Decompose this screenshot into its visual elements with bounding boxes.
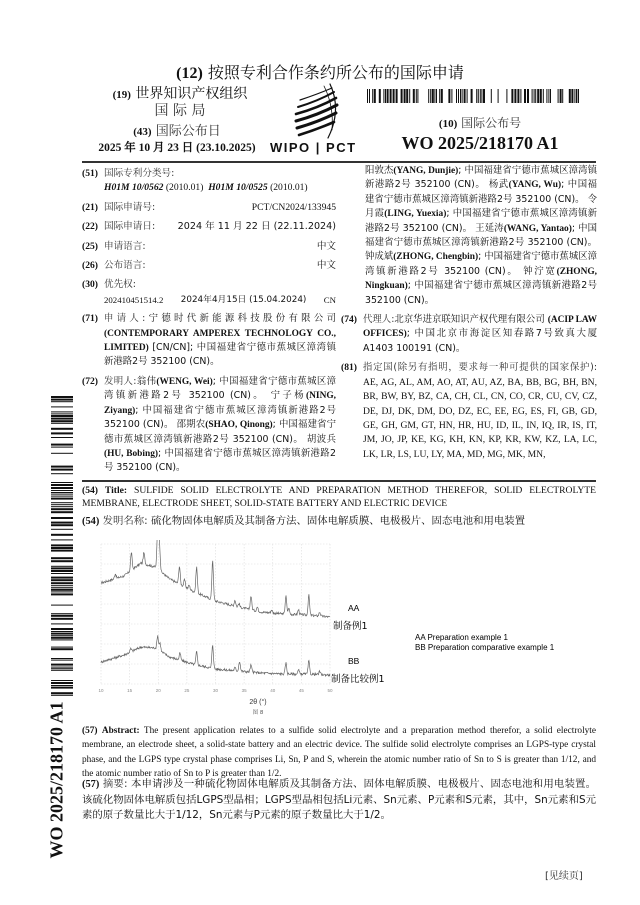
pub-no-code: (10)	[438, 118, 458, 130]
field-code: (81)	[341, 362, 357, 374]
barcode-bar	[51, 484, 73, 486]
field-label: 发明人:	[104, 375, 137, 387]
barcode-bar	[491, 89, 492, 103]
barcode-bar	[51, 668, 73, 669]
inventor-name-en: (LING, Yuexia)	[384, 209, 447, 220]
barcode-bar	[51, 680, 73, 681]
barcode-bar	[406, 89, 408, 103]
applicant-address: [CN/CN]; 中国福建省宁德市蕉城区漳湾镇新港路2号 352100 (CN)。	[104, 342, 336, 368]
field-inventors	[82, 375, 336, 476]
barcode-bar	[51, 411, 73, 412]
agent-address: ; 中国北京市海淀区知春路7号致真大厦A1403 100191 (CN)。	[363, 328, 597, 354]
barcode-bar	[51, 418, 73, 420]
inventor-address: ; 中国福建省宁德市蕉城区漳湾镇新港路2号 352100 (CN)。	[365, 280, 597, 306]
barcode-bar	[51, 482, 73, 483]
barcode-bar	[51, 667, 73, 668]
pub-date-value: 2025 年 10 月 23 日 (23.10.2025)	[98, 142, 256, 154]
barcode-bar	[51, 577, 73, 579]
abstract-label: 摘要:	[102, 778, 128, 790]
x-tick-label: 10	[98, 688, 104, 693]
inventor-address: ; 中国福建省宁德市蕉城区漳湾镇新港路2号 352100 (CN)。	[365, 165, 597, 191]
xrd-chart	[90, 540, 600, 720]
ipc-version: (2010.01)	[165, 182, 204, 194]
barcode-bar	[51, 401, 73, 402]
abstract-code: (57)	[82, 726, 98, 736]
continued-page-note: [见续页]	[545, 871, 583, 882]
field-ipc	[82, 167, 336, 196]
priority-country: CN	[323, 294, 336, 305]
barcode-bar	[51, 692, 73, 694]
field-label: 代理人:	[363, 314, 395, 326]
title-en	[82, 484, 596, 510]
barcode-bar	[546, 89, 547, 103]
barcode-bar	[430, 89, 431, 103]
field-filing-language	[82, 240, 336, 254]
barcode-bar	[393, 89, 395, 103]
inventor-name-cn: 杨武	[488, 179, 509, 191]
barcode-bar	[511, 89, 513, 103]
x-tick-label: 25	[184, 688, 190, 693]
barcode-bar	[51, 399, 73, 401]
org-bureau: 国 际 局	[154, 103, 206, 119]
barcode-bar	[401, 89, 403, 103]
side-barcode-graphic	[51, 396, 73, 696]
barcode-bar	[51, 695, 73, 696]
series-label-bb: BB	[348, 656, 360, 666]
pub-date-label: 国际公布日	[155, 124, 221, 139]
barcode-bar	[51, 670, 73, 671]
inventor-name-cn: 钟成斌	[365, 251, 394, 263]
inventor-address: ; 中国福建省宁德市蕉城区漳湾镇新港路2号 352100 (CN)。	[365, 179, 597, 205]
barcode-bar	[51, 544, 73, 546]
org-code: (19)	[112, 89, 131, 101]
barcode-bar	[576, 89, 577, 103]
barcode-bar	[379, 89, 381, 103]
publication-number-block	[380, 114, 580, 154]
barcode-bar	[51, 539, 73, 540]
legend-note-aa: AA Preparation example 1	[415, 633, 508, 642]
inventor-name-en: (SHAO, Qinong)	[205, 420, 273, 431]
barcode-bar	[51, 631, 73, 632]
field-code: (74)	[341, 314, 357, 326]
inventor-name-cn: 钟泞宽	[523, 265, 557, 277]
field-code: (26)	[82, 260, 98, 272]
barcode-bar	[51, 504, 73, 505]
field-label: 公布语言:	[104, 260, 146, 272]
barcode-bar	[51, 534, 73, 536]
barcode-bar	[578, 89, 579, 103]
barcode-bar	[51, 420, 73, 422]
barcode-bar	[51, 469, 73, 471]
ipc-class: H01M 10/0525	[208, 182, 268, 194]
barcode-bar	[51, 570, 73, 572]
barcode-bar	[51, 487, 73, 489]
barcode-bar	[51, 585, 73, 586]
field-application-number	[82, 201, 336, 215]
chart-grid	[101, 544, 330, 684]
barcode-bar	[51, 506, 73, 507]
title-divider	[82, 480, 596, 482]
barcode-bar	[51, 647, 73, 648]
barcode-bar	[51, 396, 73, 398]
barcode-bar	[456, 89, 457, 103]
x-axis-label: 2θ (°)	[249, 699, 267, 706]
field-code: (71)	[82, 313, 98, 325]
inventor-name-en: (WANG, Yantao)	[503, 223, 572, 234]
field-priority	[82, 278, 336, 307]
barcode-bar	[387, 89, 389, 103]
agent-name-cn: 北京华进京联知识产权代理有限公司	[394, 314, 545, 326]
org-name: 世界知识产权组织	[135, 86, 248, 102]
inventor-name-en: (HU, Bobing)	[104, 448, 159, 459]
applicant-name-cn: 宁德时代新能源科技股份有限公司	[145, 313, 336, 325]
barcode-bar	[51, 423, 73, 424]
barcode-bar	[51, 633, 73, 635]
barcode-bar	[51, 466, 73, 468]
barcode-bar	[480, 89, 481, 103]
barcode-bar	[51, 623, 73, 624]
barcode-bar	[436, 89, 437, 103]
barcode-bar	[369, 89, 370, 103]
inventor-address: ; 中国福建省宁德市蕉城区漳湾镇新港路2号 352100 (CN)。	[365, 251, 597, 277]
inventor-name-cn: 宁子杨	[270, 390, 307, 402]
field-value: 2024 年 11 月 22 日 (22.11.2024)	[177, 221, 336, 233]
side-publication-number	[40, 700, 74, 860]
barcode-bar	[51, 648, 73, 650]
barcode-bar	[51, 447, 73, 448]
barcode-bar	[51, 615, 73, 617]
field-label: 指定国(除另有指明，要求每一种可提供的国家保护):	[363, 362, 597, 374]
chart-x-ticks	[98, 688, 333, 693]
barcode-bar	[51, 490, 73, 491]
barcode-bar	[51, 437, 73, 438]
x-tick-label: 30	[212, 688, 219, 693]
document-kind-code: (12)	[176, 65, 203, 82]
field-code: (72)	[82, 375, 98, 387]
barcode-bar	[51, 605, 73, 606]
barcode-bar	[439, 89, 440, 103]
field-label: 国际申请号:	[104, 201, 156, 213]
inventor-name-en: (YANG, Dunjie)	[393, 166, 459, 176]
x-tick-label: 50	[327, 688, 333, 693]
inventor-name-cn: 胡波兵	[306, 433, 336, 445]
barcode-bar	[51, 492, 73, 493]
barcode-bar	[458, 89, 459, 103]
invention-title	[82, 484, 596, 528]
barcode-bar	[396, 89, 398, 103]
inventor-address: ; 中国福建省宁德市蕉城区漳湾镇新港路2号 352100 (CN)。	[104, 404, 336, 431]
barcode-bar	[571, 89, 573, 103]
barcode-bar	[390, 89, 392, 103]
barcode-bar	[409, 89, 410, 103]
barcode-bar	[428, 89, 429, 103]
barcode-bar	[51, 432, 73, 434]
barcode-bar	[543, 89, 544, 103]
barcode-bar	[51, 639, 73, 640]
barcode-bar	[532, 89, 533, 103]
barcode-bar	[550, 89, 551, 103]
inventor-address: ; 中国福建省宁德市蕉城区漳湾镇新港路2号 352100 (CN)。	[365, 222, 597, 249]
bibliographic-left-column	[82, 167, 336, 481]
barcode-bar	[51, 529, 73, 530]
barcode-bar	[51, 589, 73, 591]
title-cn	[82, 515, 596, 528]
barcode-bar	[51, 566, 73, 567]
field-filing-date	[82, 220, 336, 234]
legend-note-bb: BB Preparation comparative example 1	[415, 643, 555, 652]
field-label: 申请人:	[104, 313, 146, 325]
barcode-bar	[498, 89, 499, 103]
barcode-bar	[51, 517, 73, 519]
field-value: PCT/CN2024/133945	[251, 201, 336, 213]
barcode-bar	[51, 573, 73, 574]
inventor-name-cn: 阳敦杰	[365, 165, 394, 176]
barcode-bar	[51, 628, 73, 630]
title-text-cn: 硫化物固体电解质及其制备方法、固体电解质膜、电极极片、固态电池和用电装置	[151, 515, 526, 527]
barcode-bar	[534, 89, 535, 103]
barcode-bar	[460, 89, 461, 103]
wipo-pct-logo	[262, 80, 372, 156]
barcode-top-graphic	[367, 89, 579, 103]
x-tick-label: 35	[241, 688, 247, 693]
field-code: (22)	[82, 221, 98, 233]
barcode-bar	[432, 89, 434, 103]
barcode-bar	[537, 89, 539, 103]
barcode-bar	[51, 664, 73, 666]
x-tick-label: 45	[298, 688, 304, 693]
field-designated-states	[341, 361, 597, 462]
bibliographic-right-column	[343, 164, 597, 467]
header-divider	[82, 161, 596, 163]
series-label-aa-cn: 制备例1	[333, 621, 368, 632]
barcode-bar	[574, 89, 575, 103]
barcode-bar	[51, 428, 73, 430]
barcode-bar	[51, 522, 73, 524]
abstract-cn	[82, 777, 596, 824]
barcode-bar	[383, 89, 384, 103]
barcode-bar	[51, 560, 73, 562]
barcode-bar	[517, 89, 519, 103]
barcode-bar	[483, 89, 485, 103]
designated-states-list: AE, AG, AL, AM, AO, AT, AU, AZ, BA, BB, BG, BH, BN, BR, BW, BY, BZ, CA, CH, CL, CN, CO, CR, CU, CV, CZ, DE, DJ, DK, DM, DO, DZ, EC, EE, EG, ES, FI, GB, GD, GE, GH, GM, GT, HN, HR, HU, ID, IL, IN, IQ, IR, IS, IT, JM, JO, JP, KE, KG, KH, KN, KP, KR, KW, KZ, LA, LC, LK, LR, LS, LU, LY, MA, MD, MG, MK, MN,	[363, 376, 597, 460]
barcode-bar	[441, 89, 443, 103]
priority-date: 2024年4月15日 (15.04.2024)	[180, 294, 307, 305]
barcode-bar	[372, 89, 373, 103]
inventor-name-en: (NING, Ziyang)	[104, 391, 336, 416]
barcode-bar	[462, 89, 463, 103]
barcode-bar	[51, 453, 73, 454]
abstract-text-cn: 本申请涉及一种硫化物固体电解质及其制备方法、固体电解质膜、电极极片、固态电池和用电装置。该硫化物固体电解质包括LGPS型晶相；LGPS型晶相包括Li元素、Sn元素、P元素和S元素，其中，Sn元素和S元素的原子数量比大于1/12，Sn元素与P元素的原子数量比大于1/2。	[82, 778, 596, 821]
inventor-name-cn: 令月霞	[365, 193, 597, 220]
series-label-aa: AA	[348, 603, 360, 613]
field-label: 国际申请日:	[104, 221, 156, 233]
abstract-en	[82, 724, 596, 782]
barcode-bar	[51, 660, 73, 661]
title-code: (54)	[82, 485, 98, 496]
barcode-bar	[51, 413, 73, 414]
barcode-bar	[558, 89, 559, 103]
barcode-bar	[374, 89, 376, 103]
barcode-bar	[569, 89, 571, 103]
abstract-code: (57)	[82, 779, 100, 790]
ipc-version: (2010.01)	[270, 182, 308, 194]
barcode-bar	[535, 89, 536, 103]
field-label: 国际专利分类号:	[104, 168, 175, 179]
barcode-bar	[51, 658, 73, 659]
field-code-spacer	[343, 164, 365, 308]
barcode-bar	[51, 444, 73, 446]
barcode-bar	[51, 587, 73, 588]
barcode-bar	[51, 682, 73, 684]
pub-date-code: (43)	[133, 126, 152, 138]
publication-number: WO 2025/218170 A1	[401, 133, 559, 153]
series-label-bb-cn: 制备比较例1	[331, 674, 385, 685]
inventor-name-en: (ZHONG, Ningkuan)	[365, 266, 597, 292]
barcode-bar	[514, 89, 516, 103]
barcode-bar	[527, 89, 529, 103]
barcode-bar	[51, 567, 73, 569]
abstract-label: Abstract:	[101, 726, 140, 736]
field-label: 申请语言:	[104, 240, 146, 252]
barcode-bar	[413, 89, 415, 103]
barcode-bar	[51, 511, 73, 513]
barcode-bar	[464, 89, 466, 103]
field-label: 优先权:	[104, 279, 137, 291]
logo-text: WIPO | PCT	[270, 140, 357, 155]
field-value: 中文	[316, 260, 336, 272]
field-publication-language	[82, 259, 336, 273]
barcode-bar	[51, 473, 73, 474]
barcode-bar	[51, 635, 73, 636]
barcode-bar	[51, 547, 73, 549]
publication-barcode	[367, 89, 579, 103]
barcode-bar	[367, 89, 368, 103]
inventor-name-cn: 王延涛	[475, 222, 504, 234]
inventor-name-en: (ZHONG, Chengbin)	[393, 252, 479, 263]
x-tick-label: 40	[270, 688, 276, 693]
barcode-bar	[51, 637, 73, 639]
barcode-bar	[560, 89, 562, 103]
field-agent	[341, 313, 597, 356]
barcode-bar	[548, 89, 549, 103]
side-publication-number-text: WO 2025/218170 A1	[46, 701, 67, 859]
field-inventors-continued	[343, 164, 597, 308]
title-label: 发明名称:	[102, 515, 148, 527]
barcode-bar	[451, 89, 452, 103]
inventor-name-en: (YANG, Wu)	[508, 180, 562, 191]
priority-number: 202410451514.2	[104, 294, 164, 305]
field-code: (30)	[82, 279, 98, 291]
barcode-bar	[51, 618, 73, 620]
barcode-bar	[540, 89, 542, 103]
x-tick-label: 20	[155, 688, 161, 693]
barcode-bar	[51, 557, 73, 559]
barcode-bar	[467, 89, 468, 103]
barcode-bar	[51, 498, 73, 500]
field-applicant	[82, 312, 336, 370]
barcode-bar	[416, 89, 417, 103]
barcode-bar	[51, 579, 73, 581]
barcode-bar	[524, 89, 526, 103]
barcode-bar	[51, 582, 73, 584]
barcode-bar	[51, 687, 73, 689]
pub-no-label: 国际公布号	[461, 116, 522, 130]
title-code: (54)	[82, 516, 100, 527]
barcode-bar	[51, 593, 73, 595]
barcode-bar	[404, 89, 406, 103]
barcode-bar	[481, 89, 482, 103]
applicant-name-en: (CONTEMPORARY AMPEREX TECHNOLOGY CO., LIMITED)	[104, 328, 336, 354]
field-code: (25)	[82, 240, 98, 252]
ipc-class: H01M 10/0562	[104, 182, 164, 194]
barcode-bar	[51, 613, 73, 614]
barcode-bar	[51, 496, 73, 497]
abstract-text-en: The present application relates to a sulfide solid electrolyte and a preparation method therefor, a solid electrolyte membrane, an electrode sheet, a solid-state battery and an electric device. The sulfide solid electrolyte comprises an LGPS-type crystal phase, and the LGPS type crystal phase comprises Li, Sn, P and S, wherein the atomic number ratio of Sn to S is greater than 1/12, and the atomic number ratio of Sn to P is greater than 1/2.	[82, 726, 597, 780]
barcode-bar	[51, 591, 73, 592]
series-line-aa	[101, 540, 330, 617]
barcode-bar	[51, 415, 73, 417]
inventor-name-cn: 邵期农	[176, 419, 206, 431]
barcode-bar	[51, 494, 73, 495]
inventor-name-en: (WENG, Wei)	[156, 376, 213, 387]
barcode-bar	[51, 685, 73, 686]
barcode-bar	[520, 89, 521, 103]
inventor-name-cn: 翁伟	[136, 375, 157, 387]
barcode-bar	[51, 406, 73, 407]
xrd-figure	[90, 540, 600, 720]
barcode-bar	[476, 89, 477, 103]
barcode-bar	[562, 89, 563, 103]
barcode-bar	[506, 89, 507, 103]
x-tick-label: 15	[127, 688, 133, 693]
inventor-address: ; 中国福建省宁德市蕉城区漳湾镇新港路2号 352100 (CN)。	[365, 208, 598, 234]
agent-name-en: (ACIP LAW OFFICES)	[363, 315, 597, 340]
title-text-en: SULFIDE SOLID ELECTROLYTE AND PREPARATION METHOD THEREFOR, SOLID ELECTROLYTE MEMBRANE, ELECTRODE SHEET, SOLID-STATE BATTERY AND ELECTRIC DEVICE	[82, 485, 596, 509]
barcode-bar	[51, 508, 73, 510]
barcode-bar	[385, 89, 386, 103]
inventor-address: ; 中国福建省宁德市蕉城区漳湾镇新港路2号 352100 (CN)。	[104, 375, 336, 402]
barcode-bar	[51, 550, 73, 552]
inventor-address: ; 中国福建省宁德市蕉城区漳湾镇新港路2号 352100 (CN)。	[104, 419, 337, 445]
document-kind-text: 按照专利合作条约所公布的国际申请	[207, 63, 464, 82]
barcode-bar	[448, 89, 450, 103]
barcode-bar	[434, 89, 435, 103]
inventor-address: ; 中国福建省宁德市蕉城区漳湾镇新港路2号 352100 (CN)。	[104, 447, 336, 474]
field-code: (51)	[82, 168, 98, 179]
barcode-bar	[51, 524, 73, 526]
barcode-bar	[471, 89, 473, 103]
barcode-bar	[478, 89, 479, 103]
field-value: 中文	[316, 240, 336, 252]
field-code: (21)	[82, 201, 98, 213]
barcode-bar	[51, 502, 73, 503]
barcode-bar	[417, 89, 418, 103]
figure-caption: 图 8	[252, 710, 264, 716]
side-barcode	[51, 396, 73, 696]
publication-date-block	[92, 124, 262, 156]
issuing-organization	[100, 86, 260, 119]
title-label: Title:	[104, 485, 128, 496]
